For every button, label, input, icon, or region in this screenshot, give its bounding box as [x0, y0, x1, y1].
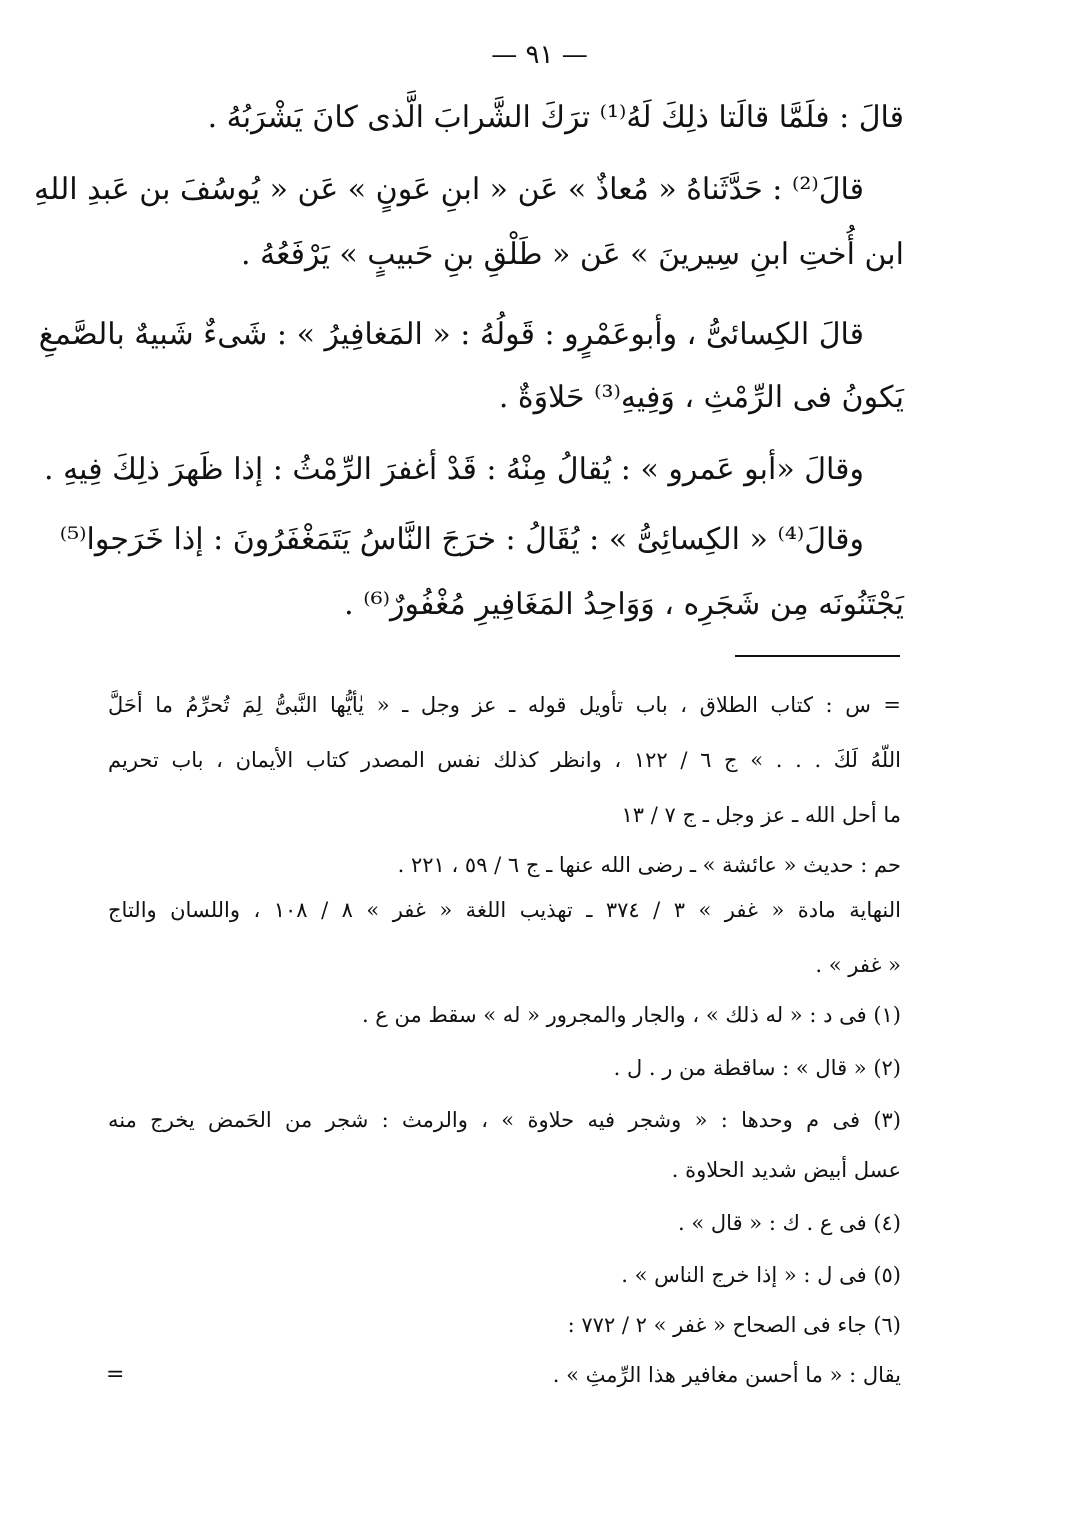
footnote-4: (٤) فى ع . ك : « قال » .: [678, 1211, 901, 1235]
footnote-line: النهاية مادة « غفر » ٣ / ٣٧٤ ـ تهذيب اللغة « غفر » ٨ / ١٠٨ ، واللسان والتاج: [108, 898, 901, 922]
footnote-1: (١) فى د : « له ذلك » ، والجار والمجرور « له » سقط من ع .: [361, 1003, 901, 1027]
page-number: — ٩١ —: [491, 40, 588, 70]
footnote-2: (٢) « قال » : ساقطة من ر . ل .: [613, 1056, 901, 1080]
footnote-line: = س : كتاب الطلاق ، باب تأويل قوله ـ عز وجل ـ « يٰأيُّها النَّبىُّ لِمَ تُحرِّمُ ما أحَلَّ: [108, 693, 901, 717]
main-line: يَكونُ فى الرِّمْثِ ، وَفِيهِ⁽³⁾ حَلاوَةٌ .: [498, 380, 904, 415]
main-line: قالَ الكِسائىُّ ، وأبوعَمْرٍو : قَولُهُ : « المَغافِيرُ » : شَىءٌ شَبيهٌ بالصَّمغِ: [38, 317, 864, 352]
main-line: قالَ⁽²⁾ : حَدَّثَناهُ « مُعاذٌ » عَن « ابنِ عَونٍ » عَن « يُوسُفَ بن عَبدِ اللهِ: [34, 172, 864, 207]
main-line: يَجْتَنُونَه مِن شَجَرِه ، وَوَاحِدُ المَغَافِيرِ مُغْفُورٌ⁽⁶⁾ .: [344, 587, 904, 622]
footnote-3: (٣) فى م وحدها : « وشجر فيه حلاوة » ، والرمث : شجر من الحَمض يخرج منه: [108, 1108, 901, 1132]
main-line: وقالَ «أبو عَمرو » : يُقالُ مِنْهُ : قَدْ أغفرَ الرِّمْثُ : إذا ظَهرَ ذلِكَ فِيهِ .: [44, 452, 864, 487]
footnote-line: « غفر » .: [815, 953, 901, 977]
footnote-line: ما أحل الله ـ عز وجل ـ ج ٧ / ١٣: [621, 803, 901, 827]
footnote-5: (٥) فى ل : « إذا خرج الناس » .: [621, 1263, 901, 1287]
main-line: قالَ : فلَمَّا قالَتا ذلِكَ لَهُ⁽¹⁾ ترَكَ الشَّرابَ الَّذى كانَ يَشْرَبُهُ .: [207, 100, 904, 135]
main-line: ابن أُختِ ابنِ سِيرينَ » عَن « طَلْقِ بنِ حَبيبٍ » يَرْفَعُهُ .: [240, 237, 904, 272]
footnote-6-cont: يقال : « ما أحسن مغافير هذا الرِّمثِ » .: [552, 1363, 901, 1387]
footnote-3-cont: عسل أبيض شديد الحلاوة .: [671, 1158, 901, 1182]
main-line: وقالَ⁽⁴⁾ « الكِسائِىُّ » : يُقَالُ : خرَجَ النَّاسُ يَتَمَغْفَرُونَ : إذا خَرَجوا⁽⁵⁾: [59, 522, 864, 557]
footnote-line: اللّهُ لَكَ . . . » ج ٦ / ١٢٢ ، وانظر كذلك نفس المصدر كتاب الأيمان ، باب تحريم: [108, 748, 901, 772]
footnote-6: (٦) جاء فى الصحاح « غفر » ٢ / ٧٧٢ :: [567, 1313, 901, 1337]
continuation-mark: =: [106, 1362, 125, 1387]
footnote-line: حم : حديث « عائشة » ـ رضى الله عنها ـ ج ٦ / ٥٩ ، ٢٢١ .: [397, 853, 901, 877]
footnote-separator: [735, 655, 900, 657]
